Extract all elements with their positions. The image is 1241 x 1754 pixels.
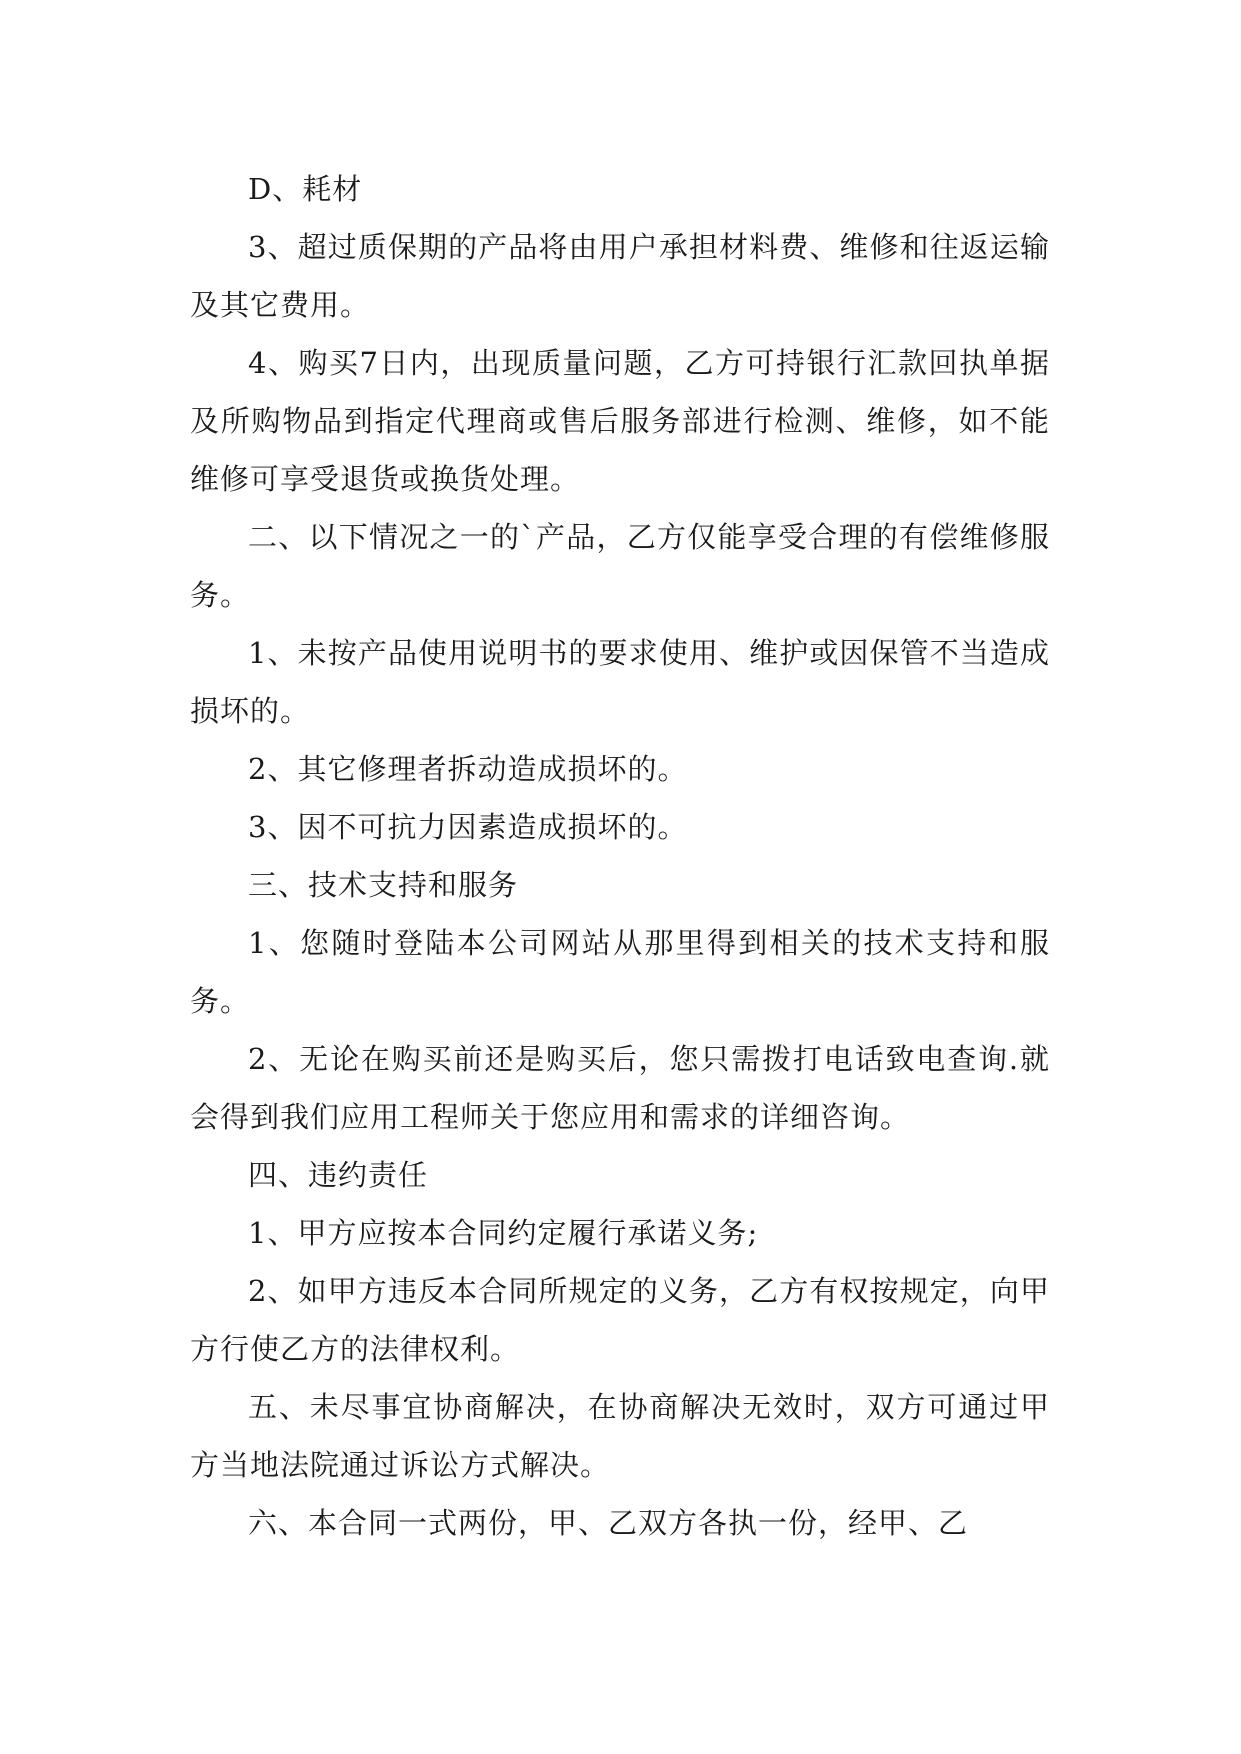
paragraph-breach-rights: 2、如甲方违反本合同所规定的义务，乙方有权按规定，向甲方行使乙方的法律权利。 <box>190 1274 1050 1366</box>
paragraph-party-a-obligation: 1、甲方应按本合同约定履行承诺义务; <box>248 1216 759 1250</box>
section-heading-tech-support: 三、技术支持和服务 <box>248 868 519 902</box>
paragraph-third-party-repair: 2、其它修理者拆动造成损坏的。 <box>248 752 688 786</box>
document-body <box>190 160 1050 1552</box>
paragraph-force-majeure: 3、因不可抗力因素造成损坏的。 <box>248 810 688 844</box>
section-heading-liability: 四、违约责任 <box>248 1158 429 1192</box>
section-heading-copies: 六、本合同一式两份，甲、乙双方各执一份，经甲、乙 <box>248 1506 969 1540</box>
paragraph-seven-day-return: 4、购买7日内，出现质量问题，乙方可持银行汇款回执单据及所购物品到指定代理商或售后服务部进行检测、维修，如不能维修可享受退货或换货处理。 <box>190 346 1050 496</box>
paragraph-misuse: 1、未按产品使用说明书的要求使用、维护或因保管不当造成损坏的。 <box>190 636 1050 728</box>
section-heading-paid-repair: 二、以下情况之一的`产品，乙方仅能享受合理的有偿维修服务。 <box>190 520 1050 612</box>
paragraph-website-support: 1、您随时登陆本公司网站从那里得到相关的技术支持和服务。 <box>190 926 1050 1018</box>
paragraph-item-d: D、耗材 <box>248 172 363 206</box>
section-heading-dispute: 五、未尽事宜协商解决，在协商解决无效时，双方可通过甲方当地法院通过诉讼方式解决。 <box>190 1390 1050 1482</box>
paragraph-warranty-expiry: 3、超过质保期的产品将由用户承担材料费、维修和往返运输及其它费用。 <box>190 230 1050 322</box>
paragraph-phone-support: 2、无论在购买前还是购买后，您只需拨打电话致电查询.就会得到我们应用工程师关于您应用和需求的详细咨询。 <box>190 1042 1050 1134</box>
